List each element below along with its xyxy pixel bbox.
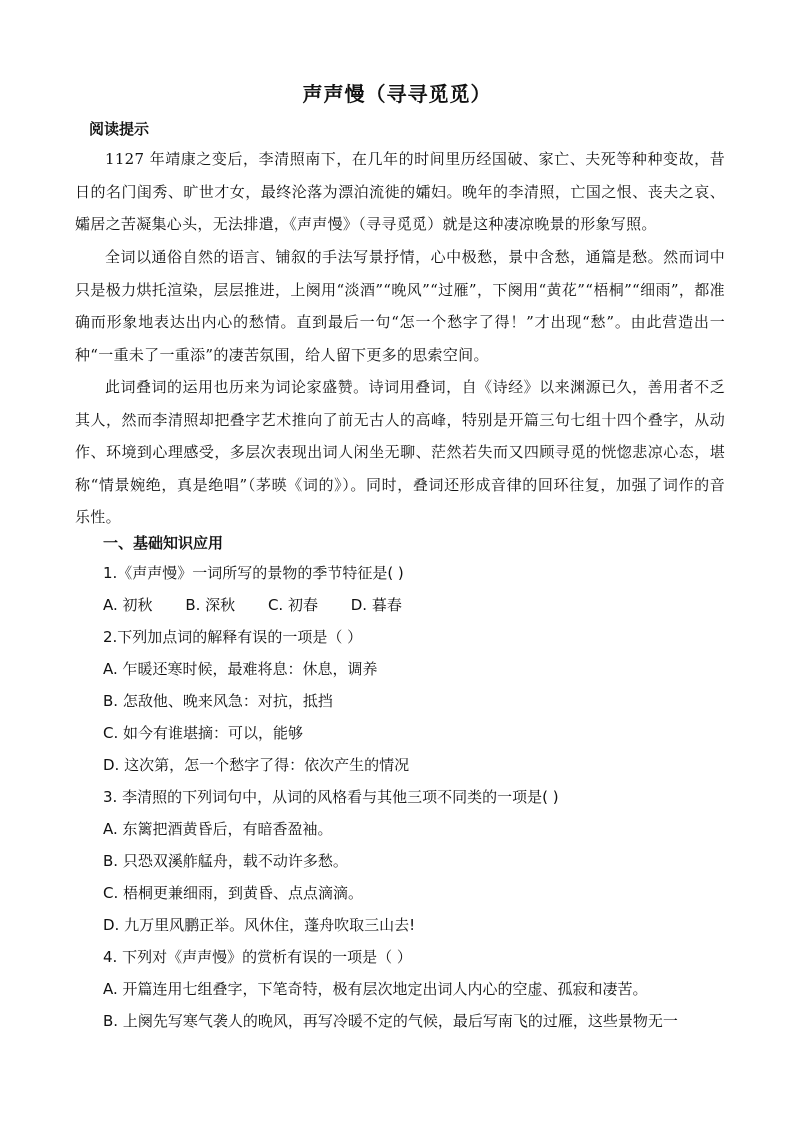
question-3-option-c: C. 梧桐更兼细雨，到黄昏、点点滴滴。 [103,884,364,902]
question-1-stem: 1.《声声慢》一词所写的景物的季节特征是( ) [103,564,404,582]
question-1-option-d: D. 暮春 [350,596,402,614]
question-4-option-b: B. 上阕先写寒气袭人的晚风，再写冷暖不定的气候，最后写南飞的过雁，这些景物无一 [103,1012,678,1030]
hint-paragraph-2: 全词以通俗自然的语言、铺叙的手法写景抒情，心中极愁，景中含愁，通篇是愁。然而词中只是极力烘托渲染，层层推进，上阕用“淡酒”“晚风”“过雁”，下阕用“黄花”“梧桐”“细雨”，都准确而形象地表达出内心的愁情。直到最后一句“怎一个愁字了得！”才出现“愁”。由此营造出一种“一重未了一重添”的凄苦氛围，给人留下更多的思索空间。 [75,248,725,364]
question-3-option-a: A. 东篱把酒黄昏后，有暗香盈袖。 [103,820,333,838]
question-4-option-a: A. 开篇连用七组叠字，下笔奇特，极有层次地定出词人内心的空虚、孤寂和凄苦。 [103,980,648,998]
question-1-options [103,594,743,615]
hint-paragraph-3: 此词叠词的运用也历来为词论家盛赞。诗词用叠词，自《诗经》以来渊源已久，善用者不乏其人，然而李清照却把叠字艺术推向了前无古人的高峰，特别是开篇三句七组十四个叠字，从动作、环境到心理感受，多层次表现出词人闲坐无聊、茫然若失而又四顾寻觅的恍惚悲凉心态，堪称“情景婉绝，真是绝唱”（茅暎《词的》）。同时，叠词还形成音律的回环往复，加强了词作的音乐性。 [75,378,725,526]
question-1-option-c: C. 初春 [267,596,318,614]
reading-hint-heading: 阅读提示 [89,120,150,138]
question-2-option-b: B. 怎敌他、晚来风急：对抗，抵挡 [103,692,333,710]
question-1-option-a: A. 初秋 [103,596,153,614]
question-2-option-d: D. 这次第，怎一个愁字了得：依次产生的情况 [103,756,410,774]
page-title: 声声慢（寻寻觅觅） [302,82,492,106]
question-3-option-b: B. 只恐双溪舴艋舟，载不动许多愁。 [103,852,348,870]
question-2-option-a: A. 乍暖还寒时候，最难将息：休息，调养 [103,660,378,678]
question-2-stem: 2.下列加点词的解释有误的一项是（ ） [103,628,363,646]
question-1-option-b: B. 深秋 [185,596,236,614]
question-4-stem: 4. 下列对《声声慢》的赏析有误的一项是（ ） [103,948,412,966]
section-heading: 一、基础知识应用 [103,534,224,552]
question-2-option-c: C. 如今有谁堪摘：可以，能够 [103,724,304,742]
question-3-stem: 3. 李清照的下列词句中，从词的风格看与其他三项不同类的一项是( ) [103,788,559,806]
question-3-option-d: D. 九万里风鹏正举。风休住，蓬舟吹取三山去! [103,916,416,934]
hint-paragraph-1: 1127 年靖康之变后，李清照南下，在几年的时间里历经国破、家亡、夫死等种种变故，昔日的名门闺秀、旷世才女，最终沦落为漂泊流徙的孀妇。晚年的李清照，亡国之恨、丧夫之哀、孀居之苦凝集心头，无法排遣，《声声慢》（寻寻觅觅）就是这种凄凉晚景的形象写照。 [75,150,725,233]
